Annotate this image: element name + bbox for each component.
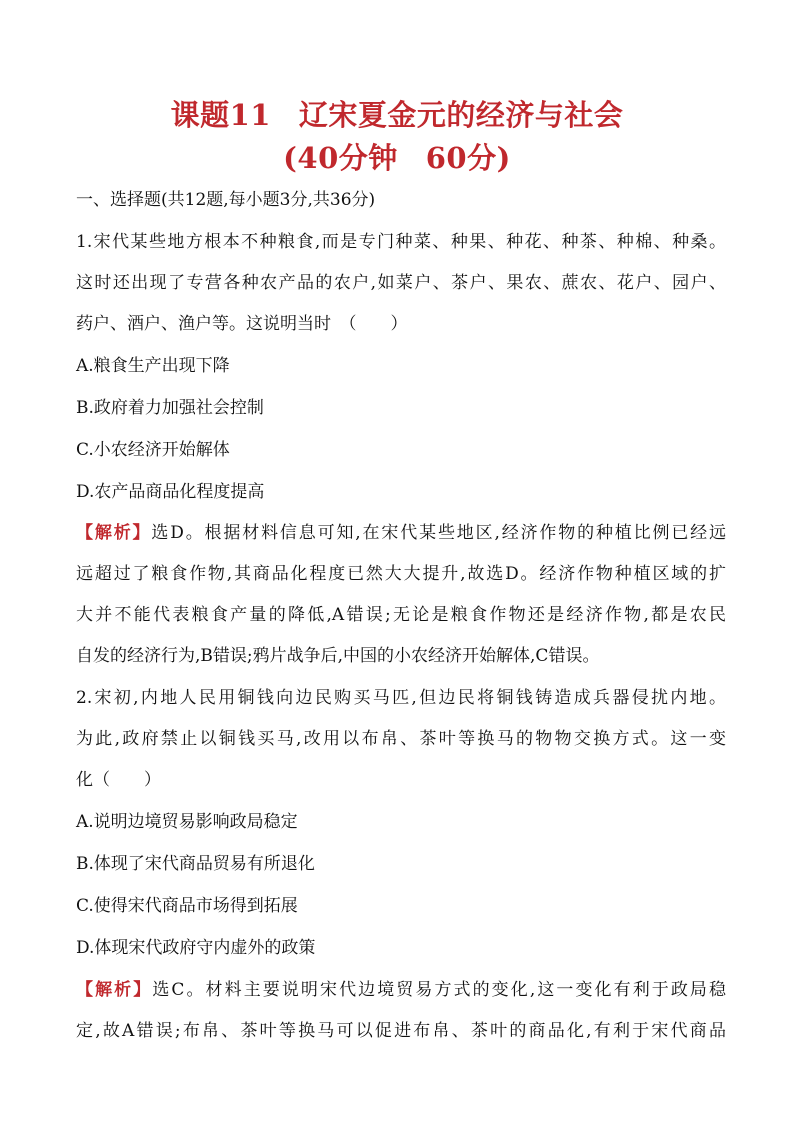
section-heading: 一、选择题(共12题,每小题3分,共36分)	[76, 190, 376, 210]
q2-option-a: A.说明边境贸易影响政局稳定	[76, 812, 298, 832]
q1-analysis-tag: 【解析】	[76, 523, 152, 543]
q1-analysis-line-1	[76, 521, 726, 545]
q1-option-a: A.粮食生产出现下降	[76, 356, 230, 376]
q2-option-b: B.体现了宋代商品贸易有所退化	[76, 854, 315, 874]
q1-analysis-line-2: 远超过了粮食作物,其商品化程度已然大大提升,故选D。经济作物种植区域的扩	[76, 564, 726, 584]
total-score: 60分)	[425, 141, 511, 175]
time-limit: (40分钟	[283, 141, 398, 175]
q1-stem-line-1: 1.宋代某些地方根本不种粮食,而是专门种菜、种果、种花、种茶、种棉、种桑。	[76, 232, 726, 252]
q1-analysis-line-4: 自发的经济行为,B错误;鸦片战争后,中国的小农经济开始解体,C错误。	[76, 646, 600, 666]
q1-option-d: D.农产品商品化程度提高	[76, 482, 265, 502]
q2-option-d: D.体现宋代政府守内虚外的政策	[76, 938, 316, 958]
q1-analysis-text-1: 选D。根据材料信息可知,在宋代某些地区,经济作物的种植比例已经远	[151, 523, 727, 543]
q2-stem-line-1: 2.宋初,内地人民用铜钱向边民购买马匹,但边民将铜钱铸造成兵器侵扰内地。	[76, 688, 726, 708]
time-score-line	[0, 140, 794, 176]
q2-analysis-line-2: 定,故A错误;布帛、茶叶等换马可以促进布帛、茶叶的商品化,有利于宋代商品	[76, 1021, 726, 1041]
q1-stem-line-2: 这时还出现了专营各种农产品的农户,如菜户、茶户、果农、蔗农、花户、园户、	[76, 273, 726, 293]
q1-option-b: B.政府着力加强社会控制	[76, 398, 264, 418]
q1-stem-line-3: 药户、酒户、渔户等。这说明当时 （ ）	[76, 314, 408, 334]
q2-analysis-text-1: 选C。材料主要说明宋代边境贸易方式的变化,这一变化有利于政局稳	[152, 980, 726, 1000]
lesson-title: 辽宋夏金元的经济与社会	[298, 98, 624, 132]
q2-option-c: C.使得宋代商品市场得到拓展	[76, 896, 298, 916]
q2-stem-line-2: 为此,政府禁止以铜钱买马,改用以布帛、茶叶等换马的物物交换方式。这一变	[76, 729, 726, 749]
q2-analysis-tag: 【解析】	[76, 980, 153, 1000]
lesson-number: 课题11	[170, 98, 271, 132]
q1-option-c: C.小农经济开始解体	[76, 440, 230, 460]
q2-analysis-line-1	[76, 978, 726, 1002]
document-title	[0, 97, 794, 133]
q2-stem-line-3: 化（ ）	[76, 770, 161, 790]
q1-analysis-line-3: 大并不能代表粮食产量的降低,A错误;无论是粮食作物还是经济作物,都是农民	[76, 605, 726, 625]
